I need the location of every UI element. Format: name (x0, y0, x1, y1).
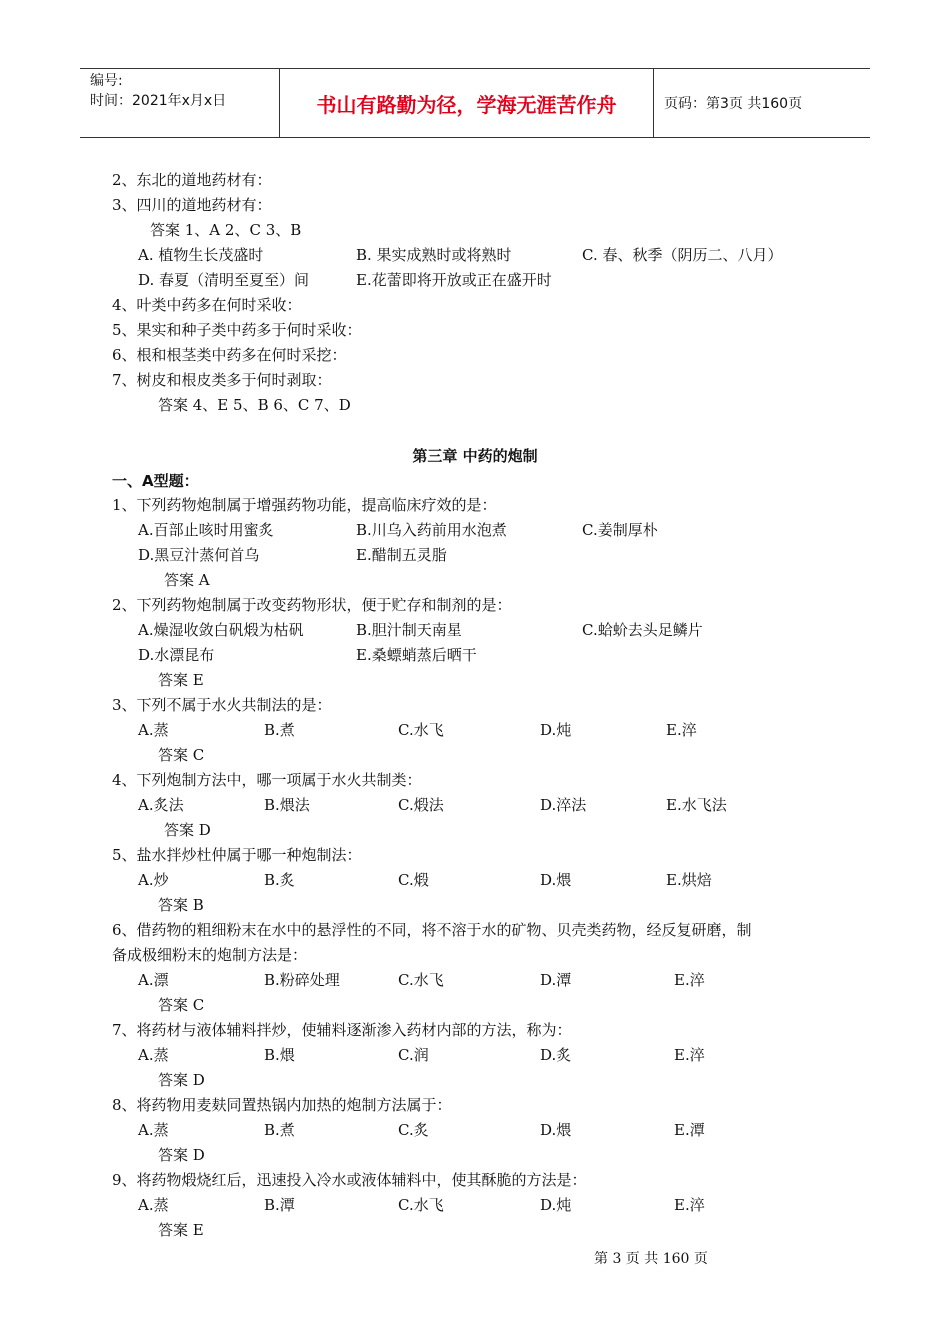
option: B.煮 (264, 721, 295, 739)
option: A.蒸 (138, 1196, 169, 1214)
option: C.水飞 (398, 971, 444, 989)
answer-line: 答案 D (164, 821, 211, 839)
option: E.水飞法 (666, 796, 727, 814)
option: E.淬 (674, 1196, 705, 1214)
option: A.蒸 (138, 1046, 169, 1064)
option: B.炙 (264, 871, 295, 889)
option: E.烘焙 (666, 871, 712, 889)
option: D.煨 (540, 871, 572, 889)
question-line: 7、将药材与液体辅料拌炒，使辅料逐渐渗入药材内部的方法，称为： (112, 1021, 572, 1039)
page-footer: 第 3 页 共 160 页 (594, 1251, 708, 1267)
option: A.炙法 (138, 796, 184, 814)
question-line: 3、下列不属于水火共制法的是： (112, 696, 332, 714)
answer-line: 答案 A (164, 571, 210, 589)
header-left-cell (80, 69, 280, 137)
question-line: 5、盐水拌炒杜仲属于哪一种炮制法： (112, 846, 362, 864)
question-line-continued: 备成极细粉末的炮制方法是： (112, 946, 308, 964)
answer-line: 答案 E (158, 671, 204, 689)
answer-line: 答案 4、E 5、B 6、C 7、D (158, 396, 351, 414)
option: C.水飞 (398, 1196, 444, 1214)
option: B.潭 (264, 1196, 295, 1214)
option: E.花蕾即将开放或正在盛开时 (356, 271, 552, 289)
answer-line: 答案 D (158, 1071, 205, 1089)
question-line: 4、下列炮制方法中，哪一项属于水火共制类： (112, 771, 422, 789)
answer-line: 答案 D (158, 1146, 205, 1164)
question-line: 6、根和根茎类中药多在何时采挖： (112, 346, 347, 364)
option: C.姜制厚朴 (582, 521, 658, 539)
option: C.煅 (398, 871, 429, 889)
date-label: 时间：2021年x月x日 (90, 93, 227, 109)
option: A.燥湿收敛白矾煅为枯矾 (138, 621, 304, 639)
section-title: 一、A型题： (112, 472, 199, 490)
option: D.炖 (540, 1196, 572, 1214)
option: B.煮 (264, 1121, 295, 1139)
answer-line: 答案 C (158, 996, 205, 1014)
option: E.淬 (666, 721, 697, 739)
option: E.潭 (674, 1121, 705, 1139)
answer-line: 答案 C (158, 746, 205, 764)
question-line: 8、将药物用麦麸同置热锅内加热的炮制方法属于： (112, 1096, 452, 1114)
option: E.淬 (674, 1046, 705, 1064)
answer-line: 答案 B (158, 896, 204, 914)
option: B.胆汁制天南星 (356, 621, 462, 639)
question-line: 2、东北的道地药材有： (112, 171, 272, 189)
option: A. 植物生长茂盛时 (138, 246, 264, 264)
option: C.水飞 (398, 721, 444, 739)
question-line: 9、将药物煅烧红后，迅速投入冷水或液体辅料中，使其酥脆的方法是： (112, 1171, 587, 1189)
page-header (80, 68, 870, 138)
option: B.煨法 (264, 796, 310, 814)
option: B.粉碎处理 (264, 971, 340, 989)
question-line: 1、下列药物炮制属于增强药物功能，提高临床疗效的是： (112, 496, 497, 514)
option: D.煨 (540, 1121, 572, 1139)
question-line: 6、借药物的粗细粉末在水中的悬浮性的不同，将不溶于水的矿物、贝壳类药物，经反复研磨，制 (112, 921, 752, 939)
page-info: 页码：第3页 共160页 (664, 96, 803, 112)
option: A.百部止咳时用蜜炙 (138, 521, 274, 539)
option: C. 春、秋季（阴历二、八月） (582, 246, 783, 264)
option: A.漂 (138, 971, 169, 989)
question-line: 7、树皮和根皮类多于何时剥取： (112, 371, 332, 389)
question-line: 5、果实和种子类中药多于何时采收： (112, 321, 362, 339)
option: D.黑豆汁蒸何首乌 (138, 546, 260, 564)
option: D.淬法 (540, 796, 587, 814)
option: B. 果实成熟时或将熟时 (356, 246, 512, 264)
question-line: 3、四川的道地药材有： (112, 196, 272, 214)
question-line: 2、下列药物炮制属于改变药物形状，便于贮存和制剂的是： (112, 596, 512, 614)
question-line: 4、叶类中药多在何时采收： (112, 296, 302, 314)
motto: 书山有路勤为径，学海无涯苦作舟 (280, 69, 654, 137)
option: D.潭 (540, 971, 572, 989)
answer-line: 答案 E (158, 1221, 204, 1239)
option: C.蛤蚧去头足鳞片 (582, 621, 703, 639)
answer-line: 答案 1、A 2、C 3、B (150, 221, 302, 239)
number-label: 编号: (90, 73, 123, 89)
option: E.醋制五灵脂 (356, 546, 447, 564)
option: A.炒 (138, 871, 169, 889)
option: D.水漂昆布 (138, 646, 215, 664)
option: B.煨 (264, 1046, 295, 1064)
option: A.蒸 (138, 1121, 169, 1139)
option: E.淬 (674, 971, 705, 989)
option: D.炖 (540, 721, 572, 739)
option: C.炙 (398, 1121, 429, 1139)
option: B.川乌入药前用水泡煮 (356, 521, 507, 539)
option: E.桑螵蛸蒸后晒干 (356, 646, 477, 664)
option: D. 春夏（清明至夏至）间 (138, 271, 310, 289)
option: A.蒸 (138, 721, 169, 739)
option: C.润 (398, 1046, 429, 1064)
chapter-title: 第三章 中药的炮制 (412, 447, 538, 465)
option: C.煅法 (398, 796, 444, 814)
option: D.炙 (540, 1046, 572, 1064)
